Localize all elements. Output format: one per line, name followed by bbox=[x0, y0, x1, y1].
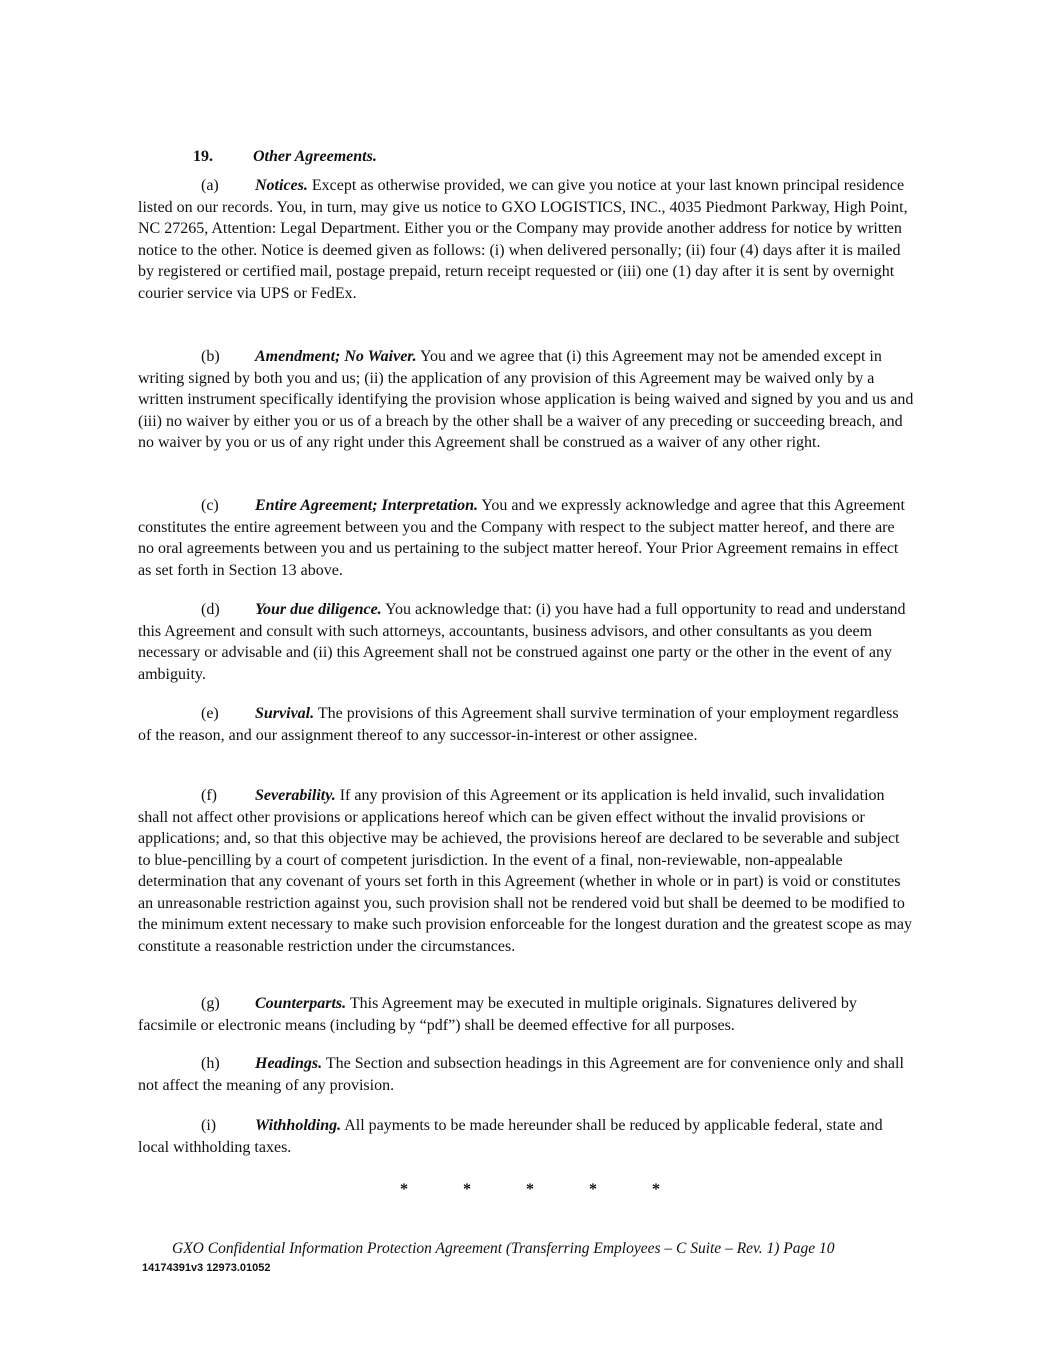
paragraph-label: (c) bbox=[201, 497, 219, 514]
separator-star: * bbox=[652, 1181, 660, 1198]
separator-star: * bbox=[400, 1181, 408, 1198]
paragraph-amendment bbox=[138, 346, 914, 454]
paragraph-label: (h) bbox=[201, 1055, 220, 1072]
paragraph-survival bbox=[138, 703, 914, 746]
section-separator bbox=[400, 1181, 660, 1199]
paragraph-heading: Counterparts. bbox=[255, 995, 347, 1012]
paragraph-body: You and we expressly acknowledge and agree that this Agreement constitutes the entire agreement between you and the Company with respect to the subject matter hereof, and there are no oral agreements between you and us pertaining to the subject matter hereof. Your Prior Agreement remains in effect as set forth in Section 13 above. bbox=[138, 497, 905, 579]
paragraph-heading: Survival. bbox=[255, 705, 315, 722]
section-heading bbox=[193, 148, 377, 166]
page-footer: GXO Confidential Information Protection Agreement (Transferring Employees – C Suite – Rev. 1) Page 10 bbox=[172, 1240, 835, 1257]
paragraph-label: (a) bbox=[201, 177, 219, 194]
paragraph-body: All payments to be made hereunder shall be reduced by applicable federal, state and local withholding taxes. bbox=[138, 1117, 883, 1156]
separator-star: * bbox=[589, 1181, 597, 1198]
paragraph-heading: Entire Agreement; Interpretation. bbox=[255, 497, 478, 514]
paragraph-body: You acknowledge that: (i) you have had a full opportunity to read and understand this Agreement and consult with such attorneys, accountants, business advisors, and other consultants as you deem necessary or advisable and (ii) this Agreement shall not be construed against one party or the other in the event of any ambiguity. bbox=[138, 601, 906, 683]
paragraph-counterparts bbox=[138, 993, 914, 1036]
paragraph-entire-agreement bbox=[138, 495, 914, 581]
paragraph-heading: Severability. bbox=[255, 787, 336, 804]
paragraph-heading: Amendment; No Waiver. bbox=[255, 348, 417, 365]
paragraph-body: The provisions of this Agreement shall survive termination of your employment regardless of the reason, and our assignment thereof to any successor-in-interest or other assignee. bbox=[138, 705, 899, 744]
paragraph-label: (b) bbox=[201, 348, 220, 365]
paragraph-body: Except as otherwise provided, we can give you notice at your last known principal residence listed on our records. You, in turn, may give us notice to GXO LOGISTICS, INC., 4035 Piedmont Parkway, High Point, NC 27265, Attention: Legal Department. Either you or the Company may provide another address for notice by written notice to the other. Notice is deemed given as follows: (i) when delivered personally; (ii) four (4) days after it is mailed by registered or certified mail, postage prepaid, return receipt requested or (iii) one (1) day after it is sent by overnight courier service via UPS or FedEx. bbox=[138, 177, 908, 302]
paragraph-withholding bbox=[138, 1115, 914, 1158]
paragraph-heading: Notices. bbox=[255, 177, 308, 194]
paragraph-body: If any provision of this Agreement or its application is held invalid, such invalidation shall not affect other provisions or applications hereof which can be given effect without the invalid provisions or applications; and, so that this objective may be achieved, the provisions hereof are declared to be severable and subject to blue-pencilling by a court of competent jurisdiction. In the event of a final, non-reviewable, non-appealable determination that any covenant of yours set forth in this Agreement (whether in whole or in part) is void or constitutes an unreasonable restriction against you, such provision shall not be rendered void but shall be deemed to be modified to the minimum extent necessary to make such provision enforceable for the longest duration and the greatest scope as may constitute a reasonable restriction under the circumstances. bbox=[138, 787, 912, 955]
paragraph-label: (g) bbox=[201, 995, 220, 1012]
separator-star: * bbox=[526, 1181, 534, 1198]
paragraph-body: The Section and subsection headings in this Agreement are for convenience only and shall not affect the meaning of any provision. bbox=[138, 1055, 904, 1094]
paragraph-label: (e) bbox=[201, 705, 219, 722]
paragraph-body: You and we agree that (i) this Agreement may not be amended except in writing signed by both you and us; (ii) the application of any provision of this Agreement may be waived only by a written instrument specifically identifying the provision whose application is being waived and signed by you and us and (iii) no waiver by either you or us of a breach by the other shall be a waiver of any preceding or succeeding breach, and no waiver by you or us of any right under this Agreement shall be construed as a waiver of any other right. bbox=[138, 348, 914, 451]
paragraph-headings bbox=[138, 1053, 914, 1096]
paragraph-heading: Withholding. bbox=[255, 1117, 342, 1134]
separator-star: * bbox=[463, 1181, 471, 1198]
paragraph-label: (i) bbox=[201, 1117, 217, 1134]
paragraph-label: (f) bbox=[201, 787, 217, 804]
section-number: 19. bbox=[193, 148, 213, 165]
paragraph-heading: Your due diligence. bbox=[255, 601, 382, 618]
document-id: 14174391v3 12973.01052 bbox=[142, 1262, 271, 1274]
paragraph-due-diligence bbox=[138, 599, 914, 685]
paragraph-notices bbox=[138, 175, 914, 304]
paragraph-body: This Agreement may be executed in multiple originals. Signatures delivered by facsimile or electronic means (including by “pdf”) shall be deemed effective for all purposes. bbox=[138, 995, 857, 1034]
section-title: Other Agreements. bbox=[253, 148, 377, 165]
paragraph-severability bbox=[138, 785, 914, 957]
paragraph-heading: Headings. bbox=[255, 1055, 323, 1072]
paragraph-label: (d) bbox=[201, 601, 220, 618]
